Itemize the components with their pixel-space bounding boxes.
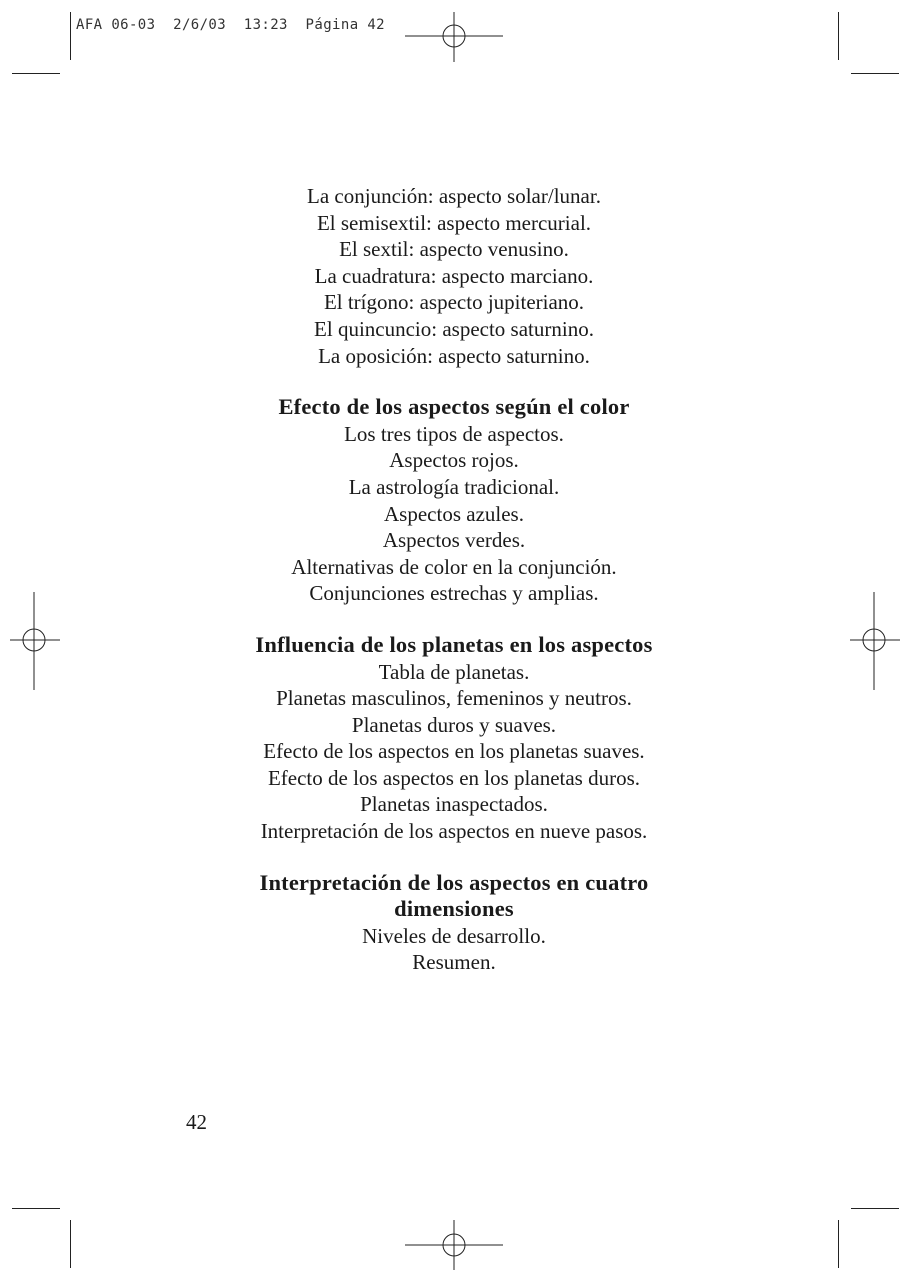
contents-line: Planetas duros y suaves. <box>351 712 557 737</box>
crop-mark-bottom-left-horizontal <box>12 1208 60 1209</box>
contents-line: Aspectos azules. <box>384 501 524 526</box>
contents-line: La cuadratura: aspecto marciano. <box>314 263 594 288</box>
contents-line: El semisextil: aspecto mercurial. <box>316 210 592 235</box>
printer-slug: AFA 06-03 2/6/03 13:23 Página 42 <box>76 17 386 33</box>
contents-line: La astrología tradicional. <box>348 474 560 499</box>
contents-section-3 <box>180 632 728 845</box>
contents-line: Aspectos rojos. <box>389 448 519 473</box>
contents-section-2 <box>180 394 728 607</box>
contents-line: Planetas inaspectados. <box>360 792 548 817</box>
section-heading: Interpretación de los aspectos en cuatro dimensiones <box>259 869 649 922</box>
contents-line: Tabla de planetas. <box>378 659 530 684</box>
page-number: 42 <box>186 1110 207 1134</box>
contents-line: Efecto de los aspectos en los planetas suaves. <box>263 739 645 764</box>
contents-line: Planetas masculinos, femeninos y neutros. <box>276 686 632 711</box>
registration-mark-bottom <box>405 1220 503 1270</box>
contents-line: El sextil: aspecto venusino. <box>339 237 569 262</box>
contents-section-1 <box>180 183 728 369</box>
registration-mark-right <box>850 592 900 690</box>
section-heading: Influencia de los planetas en los aspectos <box>255 631 653 657</box>
crop-mark-top-left-vertical <box>70 12 71 60</box>
crop-mark-top-right-vertical <box>838 12 839 60</box>
contents-line: Interpretación de los aspectos en nueve pasos. <box>260 819 648 844</box>
crop-mark-bottom-right-horizontal <box>851 1208 899 1209</box>
crop-mark-bottom-left-vertical <box>70 1220 71 1268</box>
contents-line: El quincuncio: aspecto saturnino. <box>314 316 594 341</box>
contents-line: Resumen. <box>412 950 496 975</box>
contents-line: Aspectos verdes. <box>382 528 526 553</box>
crop-mark-bottom-right-vertical <box>838 1220 839 1268</box>
contents-line: Niveles de desarrollo. <box>362 923 546 948</box>
contents-line: El trígono: aspecto jupiteriano. <box>323 290 585 315</box>
crop-mark-top-left-horizontal <box>12 73 60 74</box>
contents-line: La oposición: aspecto saturnino. <box>318 343 590 368</box>
contents-line: Efecto de los aspectos en los planetas duros. <box>267 765 641 790</box>
contents-line: Los tres tipos de aspectos. <box>344 421 564 446</box>
registration-mark-left <box>10 592 60 690</box>
section-heading: Efecto de los aspectos según el color <box>278 394 630 420</box>
registration-mark-top <box>405 12 503 62</box>
crop-mark-top-right-horizontal <box>851 73 899 74</box>
contents-section-4 <box>180 870 728 976</box>
contents-line: Conjunciones estrechas y amplias. <box>309 581 599 606</box>
table-of-contents <box>180 183 728 1001</box>
contents-line: La conjunción: aspecto solar/lunar. <box>307 184 601 208</box>
contents-line: Alternativas de color en la conjunción. <box>291 554 617 579</box>
